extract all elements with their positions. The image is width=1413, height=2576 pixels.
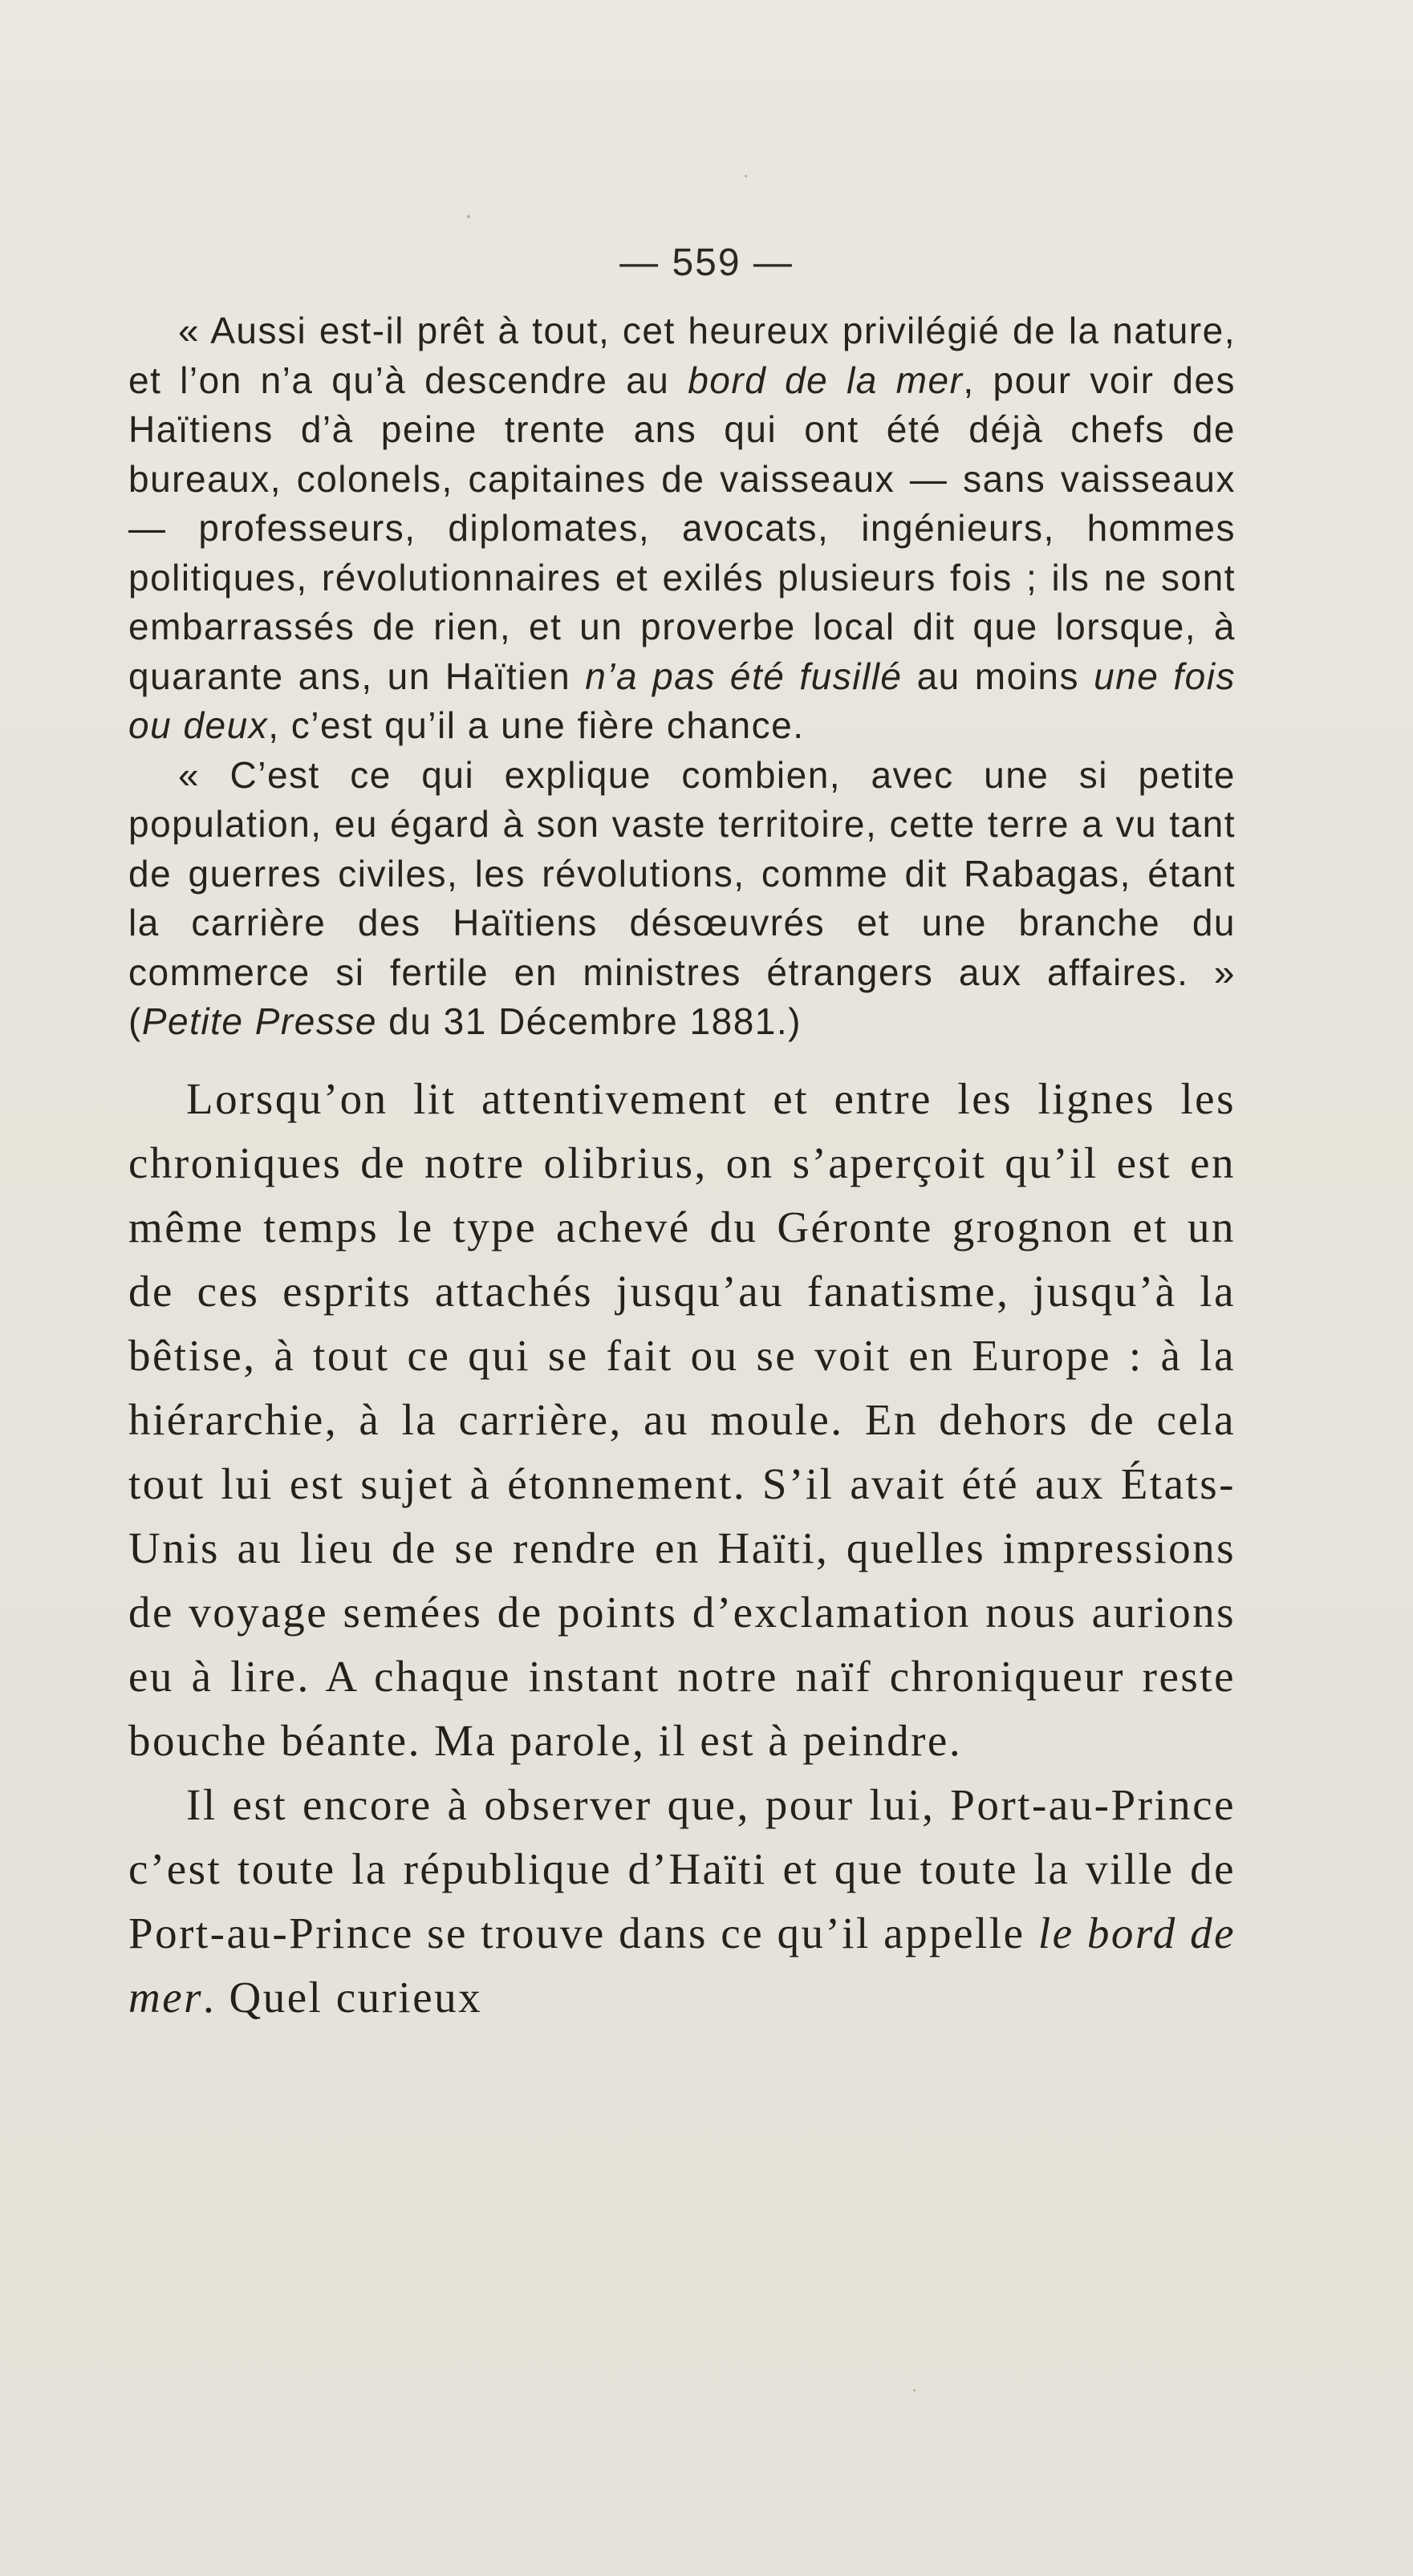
emphasis: bord de la mer: [688, 359, 964, 401]
body-text: [128, 1067, 1236, 2030]
quote-paragraph-1: « Aussi est-il prêt à tout, cet heureux privilégié de la nature, et l’on n’a qu’à descendre au bord de la mer, pour voir des Haïtiens d’à peine trente ans qui ont été déjà chefs de bureaux, colonels, capitaines de vaisseaux — sans vaisseaux — professeurs, diplomates, avocats, ingénieurs, hommes politiques, révolutionnaires et exilés plusieurs fois ; ils ne sont embarrassés de rien, et un proverbe local dit que lorsque, à quarante ans, un Haïtien n’a pas été fusillé au moins une fois ou deux, c’est qu’il a une fière chance.: [128, 310, 1236, 746]
quoted-passage: [128, 306, 1236, 1047]
emphasis: le bord de mer: [128, 1909, 1236, 2022]
body-paragraph-2: Il est encore à observer que, pour lui, Port-au-Prince c’est toute la république d’Haïti et que toute la ville de Port-au-Prince se trouve dans ce qu’il appelle le bord de mer. Quel curieux: [128, 1780, 1236, 2022]
quote-paragraph-2: « C’est ce qui explique combien, avec une si petite population, eu égard à son vaste territoire, cette terre a vu tant de guerres civiles, les révolutions, comme dit Rabagas, étant la carrière des Haïtiens désœuvrés et une branche du commerce si fertile en ministres étrangers aux affaires. » (Petite Presse du 31 Décembre 1881.): [128, 753, 1236, 1042]
body-paragraph-1: Lorsqu’on lit attentivement et entre les lignes les chroniques de notre olibrius, on s’aperçoit qu’il est en même temps le type achevé du Géronte grognon et un de ces esprits attachés jusqu’au fanatisme, jusqu’à la bêtise, à tout ce qui se fait ou se voit en Europe : à la hiérarchie, à la carrière, au moule. En dehors de cela tout lui est sujet à étonnement. S’il avait été aux États-Unis au lieu de se rendre en Haïti, quelles impressions de voyage semées de points d’exclamation nous aurions eu à lire. A chaque instant notre naïf chroniqueur reste bouche béante. Ma parole, il est à peindre.: [128, 1074, 1236, 1765]
paper-speck: [913, 2389, 916, 2391]
page-number: — 559 —: [619, 241, 794, 284]
emphasis: n’a pas été fusillé: [585, 655, 903, 697]
paper-speck: [745, 175, 747, 177]
emphasis: une fois ou deux: [128, 655, 1236, 746]
paper-speck: [467, 215, 470, 218]
source-title: Petite Presse: [141, 1000, 377, 1042]
